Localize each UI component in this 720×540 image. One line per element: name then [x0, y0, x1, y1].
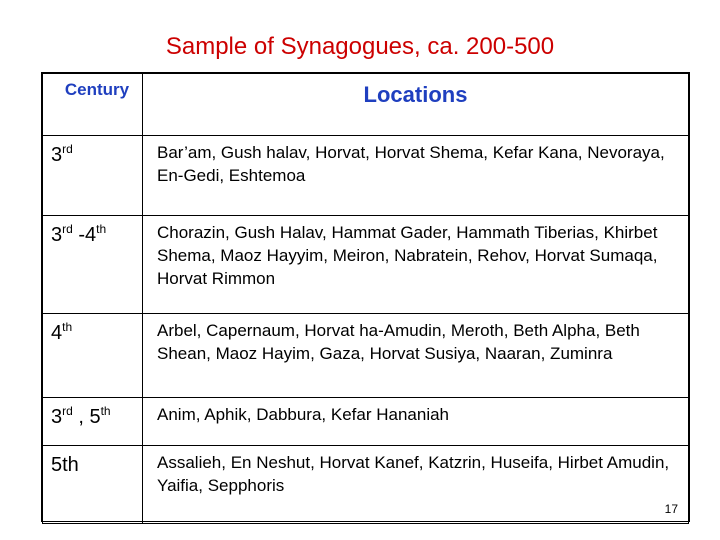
table-row	[43, 216, 689, 314]
table-row	[43, 398, 689, 446]
header-locations: Locations	[143, 74, 689, 136]
table-row	[43, 314, 689, 398]
century-cell: 5th	[43, 446, 143, 524]
slide-title: Sample of Synagogues, ca. 200-500	[165, 33, 555, 60]
century-cell: 3rd	[43, 136, 143, 216]
page-number: 17	[664, 502, 678, 516]
century-cell: 4th	[43, 314, 143, 398]
synagogue-table	[41, 72, 690, 522]
table-row	[43, 136, 689, 216]
table-row	[43, 446, 689, 524]
locations-cell: Bar’am, Gush halav, Horvat, Horvat Shema, Kefar Kana, Nevoraya, En-Gedi, Eshtemoa	[143, 136, 689, 216]
century-cell: 3rd , 5th	[43, 398, 143, 446]
locations-cell: Chorazin, Gush Halav, Hammat Gader, Hammath Tiberias, Khirbet Shema, Maoz Hayyim, Meiron, Nabratein, Rehov, Horvat Sumaqa, Horvat Rimmon	[143, 216, 689, 314]
locations-cell: Anim, Aphik, Dabbura, Kefar Hananiah	[143, 398, 689, 446]
locations-cell: Assalieh, En Neshut, Horvat Kanef, Katzrin, Huseifa, Hirbet Amudin, Yaifia, Sepphoris 17	[143, 446, 689, 524]
table-header-row	[43, 74, 689, 136]
locations-cell: Arbel, Capernaum, Horvat ha-Amudin, Meroth, Beth Alpha, Beth Shean, Maoz Hayim, Gaza, Horvat Susiya, Naaran, Zuminra	[143, 314, 689, 398]
century-cell: 3rd -4th	[43, 216, 143, 314]
header-century: Century	[43, 74, 143, 136]
